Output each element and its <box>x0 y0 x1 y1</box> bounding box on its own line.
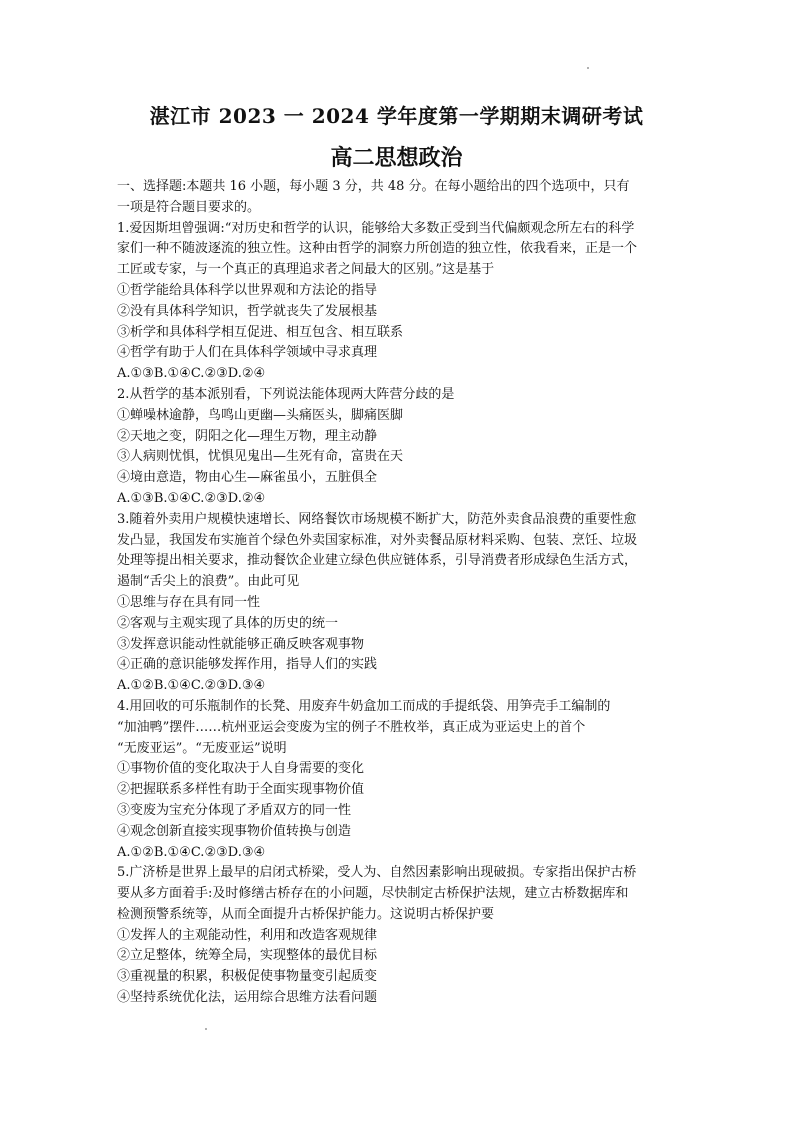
option-statement: ②客观与主观实现了具体的历史的统一 <box>117 615 339 631</box>
question-stem-line: “无废亚运”。“无废亚运”说明 <box>117 740 287 756</box>
scan-speck <box>587 67 589 69</box>
option-statement: ④观念创新直接实现事物价值转换与创造 <box>117 823 352 839</box>
option-statement: ②没有具体科学知识，哲学就丧失了发展根基 <box>117 303 378 319</box>
answer-choices: A.①③B.①④C.②③D.②④ <box>117 366 266 382</box>
option-statement: ④正确的意识能够发挥作用，指导人们的实践 <box>117 657 378 673</box>
option-statement: ①事物价值的变化取决于人自身需要的变化 <box>117 761 365 777</box>
question-stem-line: 遏制“舌尖上的浪费”。由此可见 <box>117 574 300 590</box>
option-statement: ③重视量的积累，积极促使事物量变引起质变 <box>117 969 378 985</box>
option-statement: ①发挥人的主观能动性，利用和改造客观规律 <box>117 927 378 943</box>
option-statement: ③析学和具体科学相互促进、相互包含、相互联系 <box>117 324 404 340</box>
question-stem-line: 4.用回收的可乐瓶制作的长凳、用废弃牛奶盒加工而成的手提纸袋、用笋壳手工编制的 <box>117 698 611 714</box>
exam-content <box>117 177 677 1009</box>
option-statement: ①蝉噪林逾静，鸟鸣山更幽—头痛医头，脚痛医脚 <box>117 407 404 423</box>
section-instructions <box>117 177 677 219</box>
question-1 <box>117 219 677 385</box>
instruction-line: 一、选择题:本题共 16 小题，每小题 3 分，共 48 分。在每小题给出的四个选项中，只有 <box>117 179 630 194</box>
instruction-line: 一项是符合题目要求的。 <box>117 199 261 215</box>
question-stem-line: “加油鸭”摆件……杭州亚运会变废为宝的例子不胜枚举，真正成为亚运史上的首个 <box>117 719 586 735</box>
option-statement: ③人病则忧惧，忧惧见鬼出—生死有命，富贵在天 <box>117 449 404 465</box>
option-statement: ②天地之变，阴阳之化—理生万物，理主动静 <box>117 428 378 444</box>
option-statement: ①思维与存在具有同一性 <box>117 594 261 610</box>
question-3 <box>117 510 677 697</box>
option-statement: ②把握联系多样性有助于全面实现事物价值 <box>117 782 365 798</box>
question-stem-line: 处理等提出相关要求，推动餐饮企业建立绿色供应链体系，引导消费者形成绿色生活方式， <box>117 553 638 569</box>
answer-choices: A.①③B.①④C.②③D.②④ <box>117 490 266 506</box>
option-statement: ③发挥意识能动性就能够正确反映客观事物 <box>117 636 365 652</box>
option-statement: ④坚持系统优化法，运用综合思维方法看问题 <box>117 990 378 1006</box>
question-2 <box>117 385 677 510</box>
question-stem-line: 5.广济桥是世界上最早的启闭式桥梁，受人为、自然因素影响出现破损。专家指出保护古桥 <box>117 865 637 881</box>
answer-choices: A.①②B.①④C.②③D.③④ <box>117 844 266 860</box>
question-stem-line: 发凸显，我国发布实施首个绿色外卖国家标准，对外卖餐品原材料采购、包装、烹饪、垃圾 <box>117 532 638 548</box>
question-stem-line: 3.随着外卖用户规模快速增长、网络餐饮市场规模不断扩大，防范外卖食品浪费的重要性愈 <box>117 511 637 527</box>
question-stem-line: 检测预警系统等，从而全面提升古桥保护能力。这说明古桥保护要 <box>117 906 495 922</box>
option-statement: ①哲学能给具体科学以世界观和方法论的指导 <box>117 282 378 298</box>
option-statement: ②立足整体，统筹全局，实现整体的最优目标 <box>117 948 378 964</box>
subject-title: 高二思想政治 <box>330 145 463 171</box>
question-5 <box>117 863 677 1009</box>
option-statement: ③变废为宝充分体现了矛盾双方的同一性 <box>117 802 352 818</box>
exam-title: 湛江市 2023 一 2024 学年度第一学期期末调研考试 <box>149 104 644 128</box>
scan-speck <box>205 1028 207 1030</box>
option-statement: ④哲学有助于人们在具体科学领域中寻求真理 <box>117 345 378 361</box>
question-stem-line: 2.从哲学的基本派别看，下列说法能体现两大阵营分歧的是 <box>117 386 455 402</box>
question-4 <box>117 697 677 863</box>
question-stem-line: 要从多方面着手:及时修缮古桥存在的小问题，尽快制定古桥保护法规，建立古桥数据库和 <box>117 886 629 902</box>
question-stem-line: 工匠或专家，与一个真正的真理追求者之间最大的区别。”这是基于 <box>117 262 495 278</box>
answer-choices: A.①②B.①④C.②③D.③④ <box>117 678 266 694</box>
option-statement: ④境由意造，物由心生—麻雀虽小，五脏俱全 <box>117 470 378 486</box>
question-stem-line: 家们一种不随波逐流的独立性。这种由哲学的洞察力所创造的独立性，依我看来，正是一个 <box>117 241 638 257</box>
question-stem-line: 1.爱因斯坦曾强调:“对历史和哲学的认识，能够给大多数正受到当代偏颇观念所左右的科学 <box>117 220 635 236</box>
